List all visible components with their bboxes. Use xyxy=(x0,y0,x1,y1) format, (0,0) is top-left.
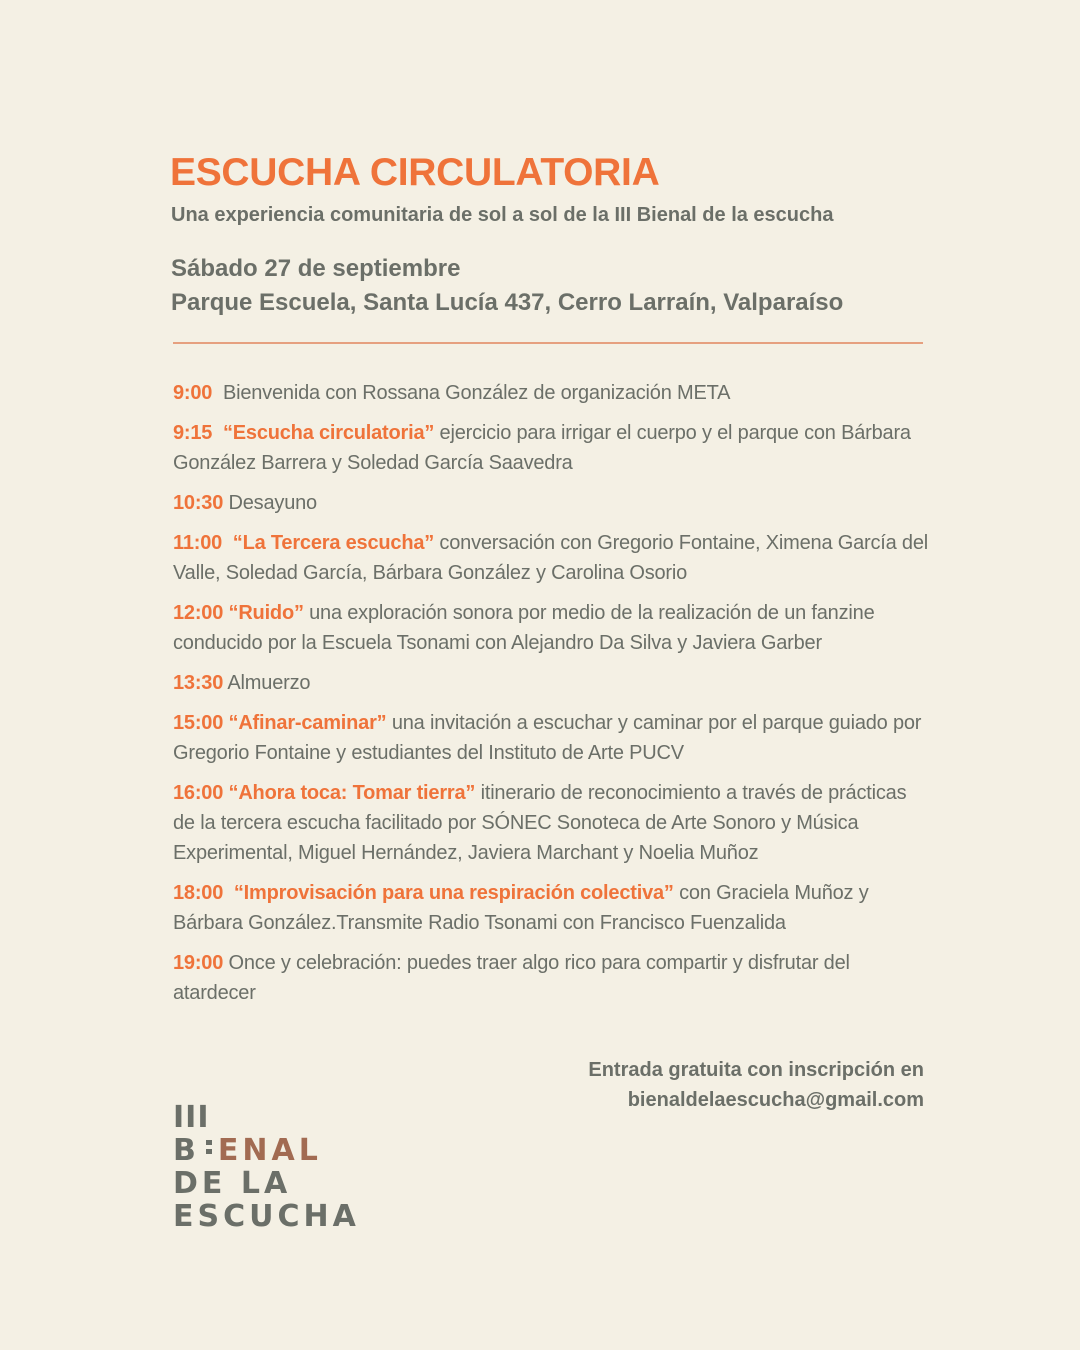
event-description: Bienvenida con Rossana González de organización META xyxy=(222,382,731,404)
page-title: ESCUCHA CIRCULATORIA xyxy=(170,151,660,194)
schedule-item xyxy=(173,528,933,588)
event-separator xyxy=(223,882,234,904)
event-separator xyxy=(212,422,223,444)
event-highlight: “Ahora toca: Tomar tierra” xyxy=(228,782,476,804)
event-description: con Graciela Muñoz y Bárbara González.Transmite Radio Tsonami con Francisco Fuenzalida xyxy=(173,882,869,934)
event-description: conversación con Gregorio Fontaine, Ximena García del Valle, Soledad García, Bárbara González y Carolina Osorio xyxy=(173,532,928,584)
event-description: Almuerzo xyxy=(227,672,311,694)
event-highlight: “Escucha circulatoria” xyxy=(222,422,435,444)
event-time: 18:00 xyxy=(173,882,224,904)
event-highlight: “La Tercera escucha” xyxy=(232,532,435,554)
event-description: una exploración sonora por medio de la realización de un fanzine conducido por la Escuela Tsonami con Alejandro Da Silva y Javiera Garber xyxy=(173,602,875,654)
event-description: Once y celebración: puedes traer algo rico para compartir y disfrutar del atardecer xyxy=(173,952,850,1004)
logo-line-2 xyxy=(173,1134,360,1167)
event-venue: Parque Escuela, Santa Lucía 437, Cerro Larraín, Valparaíso xyxy=(171,289,844,316)
schedule-item xyxy=(173,378,933,408)
event-time: 16:00 xyxy=(173,782,224,804)
event-description: ejercicio para irrigar el cuerpo y el parque con Bárbara González Barrera y Soledad García Saavedra xyxy=(173,422,911,474)
schedule-item xyxy=(173,598,933,658)
event-time: 12:00 xyxy=(173,602,224,624)
bienal-logo xyxy=(173,1101,360,1233)
entry-text: Entrada gratuita con inscripción en xyxy=(588,1059,924,1081)
event-time: 11:00 xyxy=(173,532,223,554)
event-description: Desayuno xyxy=(228,492,317,514)
event-time: 15:00 xyxy=(173,712,224,734)
logo-letter-b: B xyxy=(173,1133,200,1168)
logo-dots-icon xyxy=(200,1134,218,1167)
event-time: 19:00 xyxy=(173,952,224,974)
schedule-item xyxy=(173,878,933,938)
schedule-item xyxy=(173,778,933,868)
logo-line-4 xyxy=(173,1200,360,1233)
schedule-item xyxy=(173,488,933,518)
event-description: una invitación a escuchar y caminar por el parque guiado por Gregorio Fontaine y estudiantes del Instituto de Arte PUCV xyxy=(173,712,922,764)
registration-info xyxy=(588,1055,924,1115)
event-highlight: “Improvisación para una respiración colectiva” xyxy=(233,882,674,904)
schedule-list xyxy=(173,378,933,1018)
logo-line-1: III xyxy=(173,1100,210,1135)
contact-email[interactable]: bienaldelaescucha@gmail.com xyxy=(627,1089,924,1111)
event-highlight: “Ruido” xyxy=(228,602,304,624)
schedule-item xyxy=(173,418,933,478)
event-description: itinerario de reconocimiento a través de prácticas de la tercera escucha facilitado por SÓNEC Sonoteca de Arte Sonoro y Música Experimental, Miguel Hernández, Javiera Marchant y Noelia Muñoz xyxy=(173,782,907,864)
event-time: 13:30 xyxy=(173,672,224,694)
event-time: 10:30 xyxy=(173,492,224,514)
logo-line-3: DE LA xyxy=(173,1166,292,1201)
event-time: 9:15 xyxy=(173,422,213,444)
schedule-item xyxy=(173,708,933,768)
schedule-item xyxy=(173,668,933,698)
logo-enal: ENAL xyxy=(217,1133,322,1168)
event-separator xyxy=(222,532,233,554)
subtitle: Una experiencia comunitaria de sol a sol de la III Bienal de la escucha xyxy=(171,204,834,226)
event-highlight: “Afinar-caminar” xyxy=(228,712,387,734)
event-time: 9:00 xyxy=(173,382,213,404)
logo-escucha: ESCUCHA xyxy=(173,1199,360,1234)
event-date: Sábado 27 de septiembre xyxy=(171,255,461,282)
schedule-item xyxy=(173,948,933,1008)
event-separator xyxy=(212,382,223,404)
divider xyxy=(173,342,923,344)
